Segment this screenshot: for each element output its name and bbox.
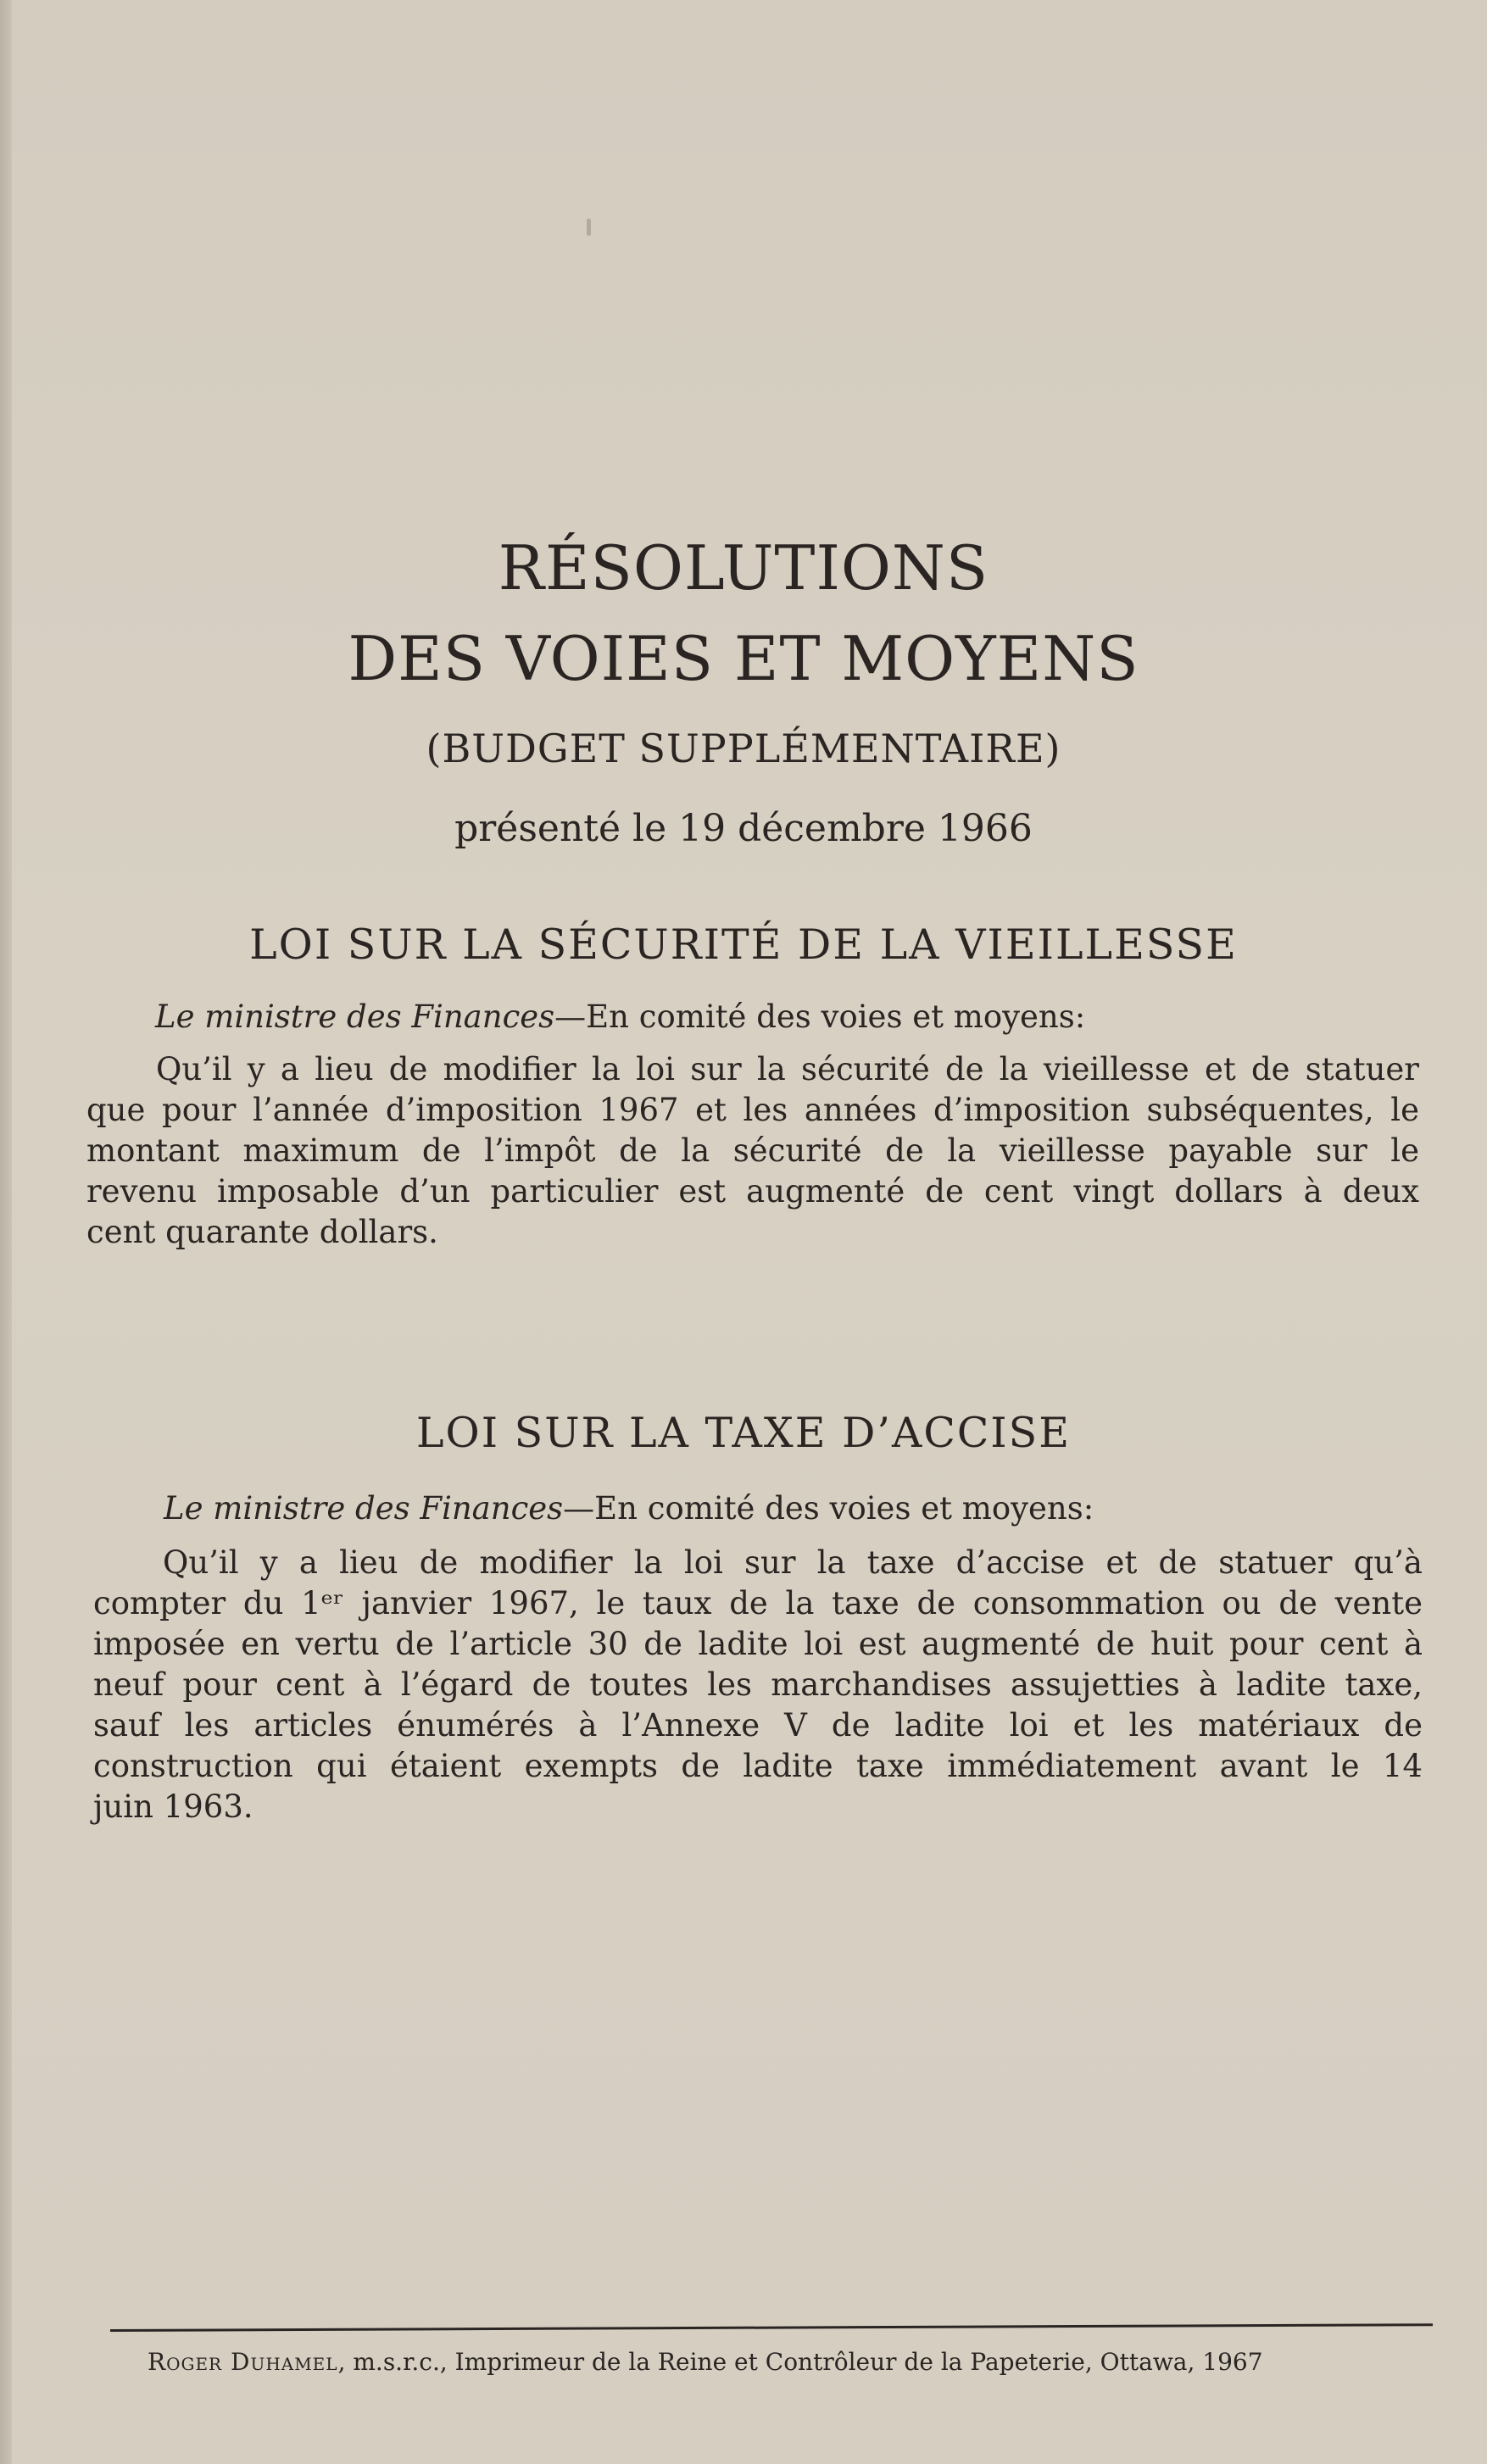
paragraph-line: Qu’il y a lieu de modifier la loi sur la sécurité de la vieillesse et de statuer <box>156 1051 1419 1087</box>
minister-intro <box>155 998 1085 1035</box>
minister-name: Le ministre des Finances <box>155 998 555 1035</box>
section-heading-old-age-security: LOI SUR LA SÉCURITÉ DE LA VIEILLESSE <box>249 921 1238 969</box>
paper-speck <box>587 219 591 236</box>
title-line-2: DES VOIES ET MOYENS <box>348 623 1139 694</box>
paragraph-line: neuf pour cent à l’égard de toutes les marchandises assujetties à ladite taxe, <box>93 1666 1423 1703</box>
paragraph-line: que pour l’année d’imposition 1967 et les années d’imposition subséquentes, le <box>86 1092 1419 1128</box>
paragraph-line: Qu’il y a lieu de modifier la loi sur la taxe d’accise et de statuer qu’à <box>163 1544 1423 1581</box>
printer-imprint <box>148 2348 1263 2376</box>
paragraph-line: cent quarante dollars. <box>86 1214 438 1250</box>
resolution-paragraph <box>86 1049 1419 1253</box>
paragraph-line: construction qui étaient exempts de ladite taxe immédiatement avant le 14 <box>93 1748 1423 1784</box>
paragraph-line: compter du 1ᵉʳ janvier 1967, le taux de la taxe de consommation ou de vente <box>93 1585 1423 1621</box>
minister-intro <box>164 1490 1094 1527</box>
minister-name: Le ministre des Finances <box>164 1490 564 1527</box>
title-line-1: RÉSOLUTIONS <box>498 532 989 603</box>
subtitle: (BUDGET SUPPLÉMENTAIRE) <box>426 726 1061 771</box>
paragraph-line: revenu imposable d’un particulier est augmenté de cent vingt dollars à deux <box>86 1173 1419 1210</box>
paragraph-line: juin 1963. <box>93 1788 253 1825</box>
section-heading-excise-tax: LOI SUR LA TAXE D’ACCISE <box>415 1409 1072 1457</box>
minister-committee: —En comité des voies et moyens: <box>554 998 1086 1035</box>
paragraph-line: montant maximum de l’impôt de la sécurité de la vieillesse payable sur le <box>86 1132 1419 1169</box>
page-edge-shadow <box>0 0 12 2464</box>
presentation-date: présenté le 19 décembre 1966 <box>454 807 1033 850</box>
resolution-paragraph <box>93 1543 1423 1827</box>
paragraph-line: imposée en vertu de l’article 30 de ladite loi est augmenté de huit pour cent à <box>93 1626 1423 1662</box>
footer-rule <box>110 2323 1433 2332</box>
minister-committee: —En comité des voies et moyens: <box>563 1490 1094 1527</box>
printer-details: , m.s.r.c., Imprimeur de la Reine et Contrôleur de la Papeterie, Ottawa, 1967 <box>337 2348 1263 2376</box>
printer-name: Roger Duhamel <box>148 2348 338 2376</box>
paragraph-line: sauf les articles énumérés à l’Annexe V de ladite loi et les matériaux de <box>93 1707 1423 1744</box>
